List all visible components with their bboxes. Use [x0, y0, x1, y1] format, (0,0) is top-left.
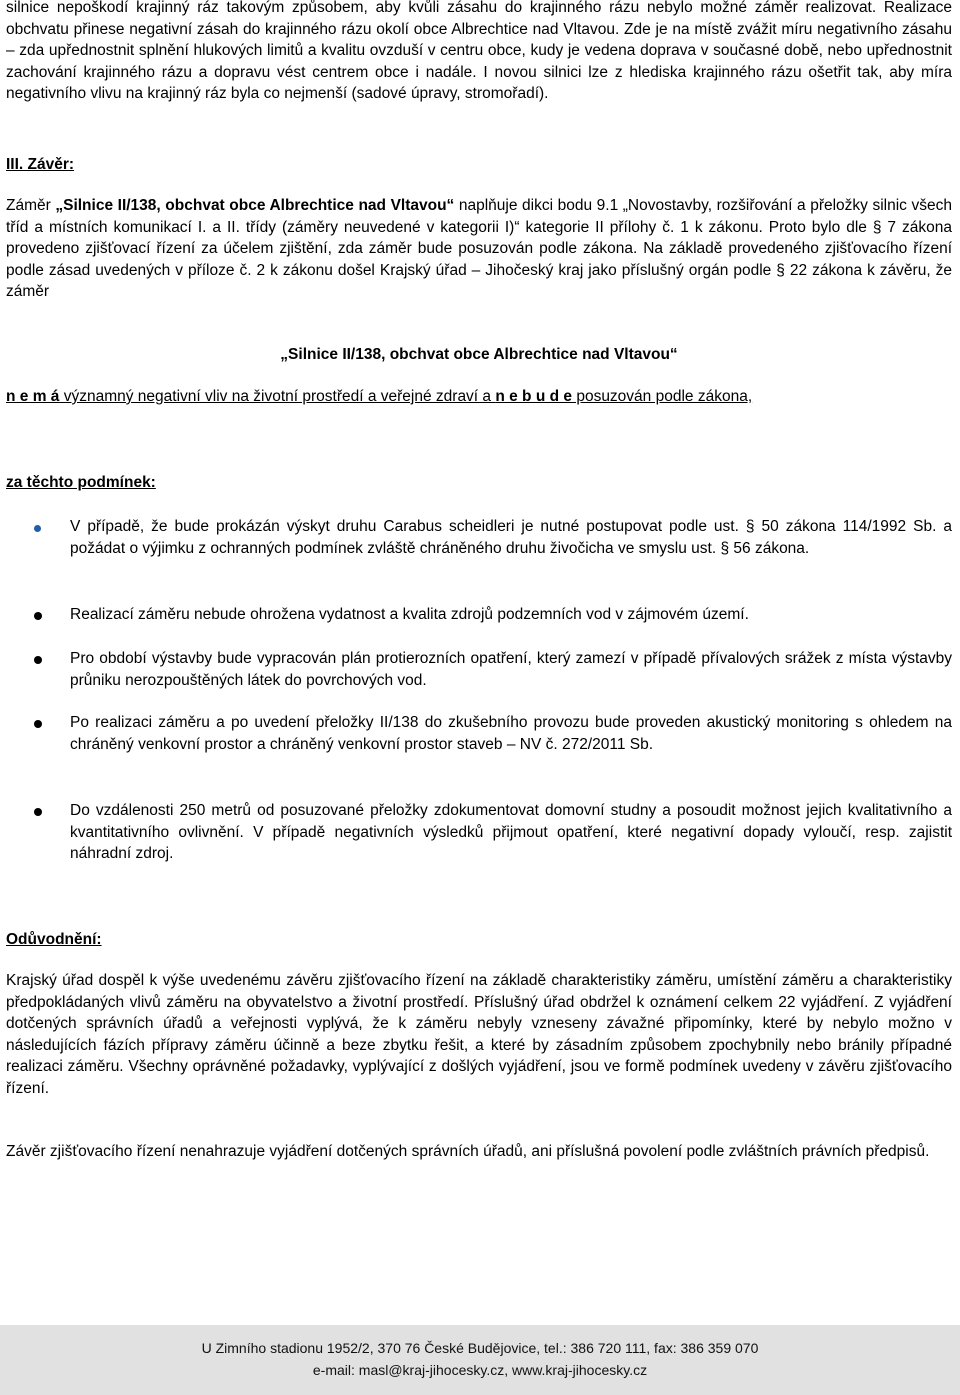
condition-text: Do vzdálenosti 250 metrů od posuzované přeložky zdokumentovat domovní studny a posoudit možnost jejich kvalitativního a kvantitativního ovlivnění. V případě negativních výsledků přijmout opatření, které negativní dopady vyloučí, resp. zajistit náhradní zdroj. [70, 802, 952, 862]
paragraph-justification: Krajský úřad dospěl k výše uvedenému závěru zjišťovacího řízení na základě charakteristiky záměru, umístění záměru a charakteristiky předpokládaných vlivů záměru na obyvatelstvo a životní prostředí. Příslušný úřad obdržel k oznámení celkem 22 vyjádření. Z vyjádření dotčených správních úřadů a veřejnosti vyplývá, že k záměru nebyly vzneseny závažné připomínky, které by nebylo možno v následujících fázích přípravy záměru účinně a beze zbytku řešit, a které by zásadním způsobem zpochybnily nebo bránily případné realizaci záměru. Všechny oprávněné požadavky, vyplývající z došlých vyjádření, jsou ve formě podmínek uvedeny v závěru zjišťovacího řízení. [6, 972, 952, 1097]
paragraph-justification-note: Závěr zjišťovacího řízení nenahrazuje vyjádření dotčených správních úřadů, ani příslušná povolení podle zvláštních právních předpisů. [6, 1143, 930, 1160]
paragraph-conclusion [6, 195, 952, 303]
bullet-icon [34, 720, 42, 728]
footer-contact: e-mail: masl@kraj-jihocesky.cz, www.kraj-jihocesky.cz [312, 1362, 648, 1378]
project-title: „Silnice II/138, obchvat obce Albrechtice nad Vltavou“ [280, 346, 678, 363]
bullet-icon [34, 525, 41, 532]
conclusion-project-name: „Silnice II/138, obchvat obce Albrechtice nad Vltavou“ [55, 197, 455, 214]
footer-address: U Zimního stadionu 1952/2, 370 76 České Budějovice, tel.: 386 720 111, fax: 386 359 070 [201, 1340, 759, 1356]
bullet-icon [34, 612, 42, 620]
verdict-end: posuzován podle zákona, [572, 388, 753, 405]
page-footer [0, 1325, 960, 1395]
condition-text: Realizací záměru nebude ohrožena vydatnost a kvalita zdrojů podzemních vod v zájmovém území. [70, 606, 749, 623]
conditions-heading-text: za těchto podmínek: [6, 474, 156, 491]
condition-text: V případě, že bude prokázán výskyt druhu Carabus scheidleri je nutné postupovat podle ust. § 50 zákona 114/1992 Sb. a požádat o výjimku z ochranných podmínek zvláště chráněného druhu živočicha ve smyslu ust. § 56 zákona. [70, 518, 952, 557]
conditions-heading [6, 472, 952, 494]
conclusion-lead: Záměr [6, 197, 56, 214]
verdict-middle: významný negativní vliv na životní prostředí a veřejné zdraví a [59, 388, 496, 405]
verdict-line [6, 386, 952, 408]
heading-conclusion-text: III. Závěr: [6, 156, 75, 173]
verdict-nema: n e m á [6, 388, 60, 405]
condition-text: Pro období výstavby bude vypracován plán protierozních opatření, který zamezí v případě přívalových srážek z místa výstavby průniku nerozpouštěných látek do povrchových vod. [70, 650, 952, 689]
bullet-icon [34, 656, 42, 664]
justification-heading-text: Odůvodnění: [6, 931, 102, 948]
bullet-icon [34, 808, 42, 816]
justification-heading [6, 929, 952, 951]
conclusion-rest: naplňuje dikci bodu 9.1 „Novostavby, rozšiřování a přeložky silnic všech tříd a místních komunikací I. a II. třídy (záměry neuvedené v kategorii I)“ kategorie II přílohy č. 1 k zákonu. Proto bylo dle § 7 zákona provedeno zjišťovací řízení za účelem zjištění, zda záměr bude posuzován podle zákona. Na základě provedeného zjišťovacího řízení podle zásad uvedených v příloze č. 2 k zákonu došel Krajský úřad – Jihočeský kraj jako příslušný orgán podle § 22 zákona k závěru, že záměr [6, 197, 952, 300]
paragraph-landscape-impact: silnice nepoškodí krajinný ráz takovým způsobem, aby kvůli zásahu do krajinného rázu nebylo možné záměr realizovat. Realizace obchvatu přinese negativní zásah do krajinného rázu okolí obce Albrechtice nad Vltavou. Zde je na místě zvážit míru negativního zásahu – zda upřednostnit splnění hlukových limitů a kvalitu ovzduší v centru obce, kudy je vedena doprava v současné době, nebo upřednostnit zachování krajinného rázu a dopravu vést centrem obce i nadále. I novou silnici lze z hlediska krajinného rázu ošetřit tak, aby míra negativního vlivu na krajinný ráz byla co nejmenší (sadové úpravy, stromořadí). [6, 0, 952, 102]
section-heading-conclusion [6, 154, 952, 176]
verdict-nebude: n e b u d e [495, 388, 573, 405]
condition-text: Po realizaci záměru a po uvedení přeložky II/138 do zkušebního provozu bude proveden akustický monitoring s ohledem na chráněný venkovní prostor a chráněný venkovní prostor staveb – NV č. 272/2011 Sb. [70, 714, 952, 753]
